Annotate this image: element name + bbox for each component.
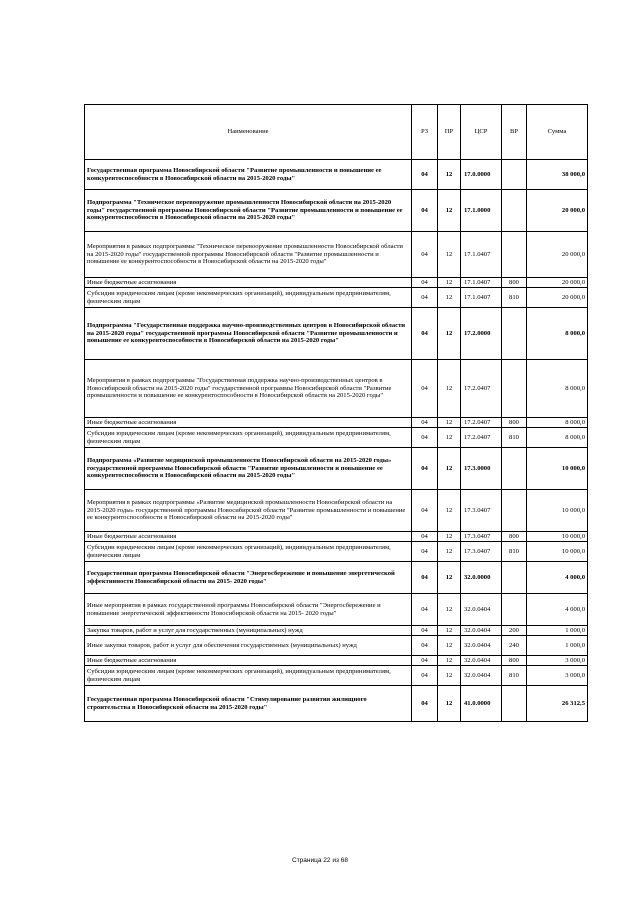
table-row [85, 308, 588, 360]
cell-csr: 17.1.0407 [461, 288, 502, 308]
table-row [85, 160, 588, 190]
cell-sum: 10 000,0 [527, 542, 588, 562]
table-row [85, 288, 588, 308]
budget-table [84, 104, 588, 722]
cell-sum: 8 000,0 [527, 428, 588, 448]
cell-vr [502, 562, 527, 594]
cell-rz: 04 [412, 190, 438, 232]
cell-rz: 04 [412, 232, 438, 278]
cell-pr: 12 [438, 636, 461, 656]
cell-csr: 17.3.0000 [461, 448, 502, 490]
cell-vr [502, 360, 527, 418]
cell-pr: 12 [438, 308, 461, 360]
cell-csr: 32.0.0404 [461, 666, 502, 686]
cell-name: Субсидии юридическим лицам (кроме некоммерческих организаций), индивидуальным предпринимателям, физическим лицам [85, 666, 412, 686]
cell-vr: 800 [502, 656, 527, 666]
cell-rz: 04 [412, 360, 438, 418]
cell-csr: 17.3.0407 [461, 542, 502, 562]
cell-vr [502, 160, 527, 190]
cell-vr [502, 490, 527, 532]
cell-name: Субсидии юридическим лицам (кроме некоммерческих организаций), индивидуальным предпринимателям, физическим лицам [85, 428, 412, 448]
cell-rz: 04 [412, 490, 438, 532]
cell-pr: 12 [438, 542, 461, 562]
cell-name: Подпрограмма "Техническое перевооружение промышленности Новосибирской области на 2015-2020 годы" государственной программы Новосибирской области "Развитие промышленности и повышение ее конкурентоспособности в Новосибирской области на 2015-2020 годы" [85, 190, 412, 232]
cell-rz: 04 [412, 656, 438, 666]
cell-vr [502, 594, 527, 626]
cell-vr [502, 686, 527, 722]
cell-pr: 12 [438, 418, 461, 428]
table-row [85, 636, 588, 656]
table-row [85, 428, 588, 448]
cell-name: Мероприятия в рамках подпрограммы "Техническое перевооружение промышленности Новосибирской области на 2015-2020 годы" государственной программы Новосибирской области "Развитие промышленности и повышение ее конкурентоспособности в Новосибирской области на 2015-2020 годы" [85, 232, 412, 278]
cell-sum: 8 000,0 [527, 360, 588, 418]
cell-name: Иные бюджетные ассигнования [85, 532, 412, 542]
table-row [85, 542, 588, 562]
cell-sum: 10 000,0 [527, 532, 588, 542]
table-row [85, 562, 588, 594]
cell-rz: 04 [412, 686, 438, 722]
cell-rz: 04 [412, 418, 438, 428]
cell-vr: 800 [502, 532, 527, 542]
table-row [85, 594, 588, 626]
table-row [85, 278, 588, 288]
cell-pr: 12 [438, 190, 461, 232]
cell-name: Мероприятия в рамках подпрограммы «Развитие медицинской промышленности Новосибирской области на 2015-2020 годы» государственной программы Новосибирской области "Развитие промышленности и повышение ее конкурентоспособности в Новосибирской области на 2015-2020 годы" [85, 490, 412, 532]
cell-name: Государственная программа Новосибирской области "Развитие промышленности и повышение ее конкурентоспособности в Новосибирской области на 2015-2020 годы" [85, 160, 412, 190]
cell-csr: 32.0.0404 [461, 656, 502, 666]
table-row [85, 686, 588, 722]
header-rz: РЗ [412, 105, 438, 160]
table-row [85, 656, 588, 666]
cell-csr: 17.2.0407 [461, 360, 502, 418]
cell-name: Мероприятия в рамках подпрограммы "Государственная поддержка научно-производственных центров в Новосибирской области на 2015-2020 годы" государственной программы Новосибирской области "Развитие промышленности и повышение ее конкурентоспособности в Новосибирской области на 2015-2020 годы" [85, 360, 412, 418]
cell-csr: 17.1.0407 [461, 232, 502, 278]
cell-pr: 12 [438, 532, 461, 542]
cell-sum: 10 000,0 [527, 448, 588, 490]
cell-sum: 38 000,0 [527, 160, 588, 190]
cell-pr: 12 [438, 686, 461, 722]
cell-rz: 04 [412, 636, 438, 656]
cell-pr: 12 [438, 490, 461, 532]
cell-vr: 800 [502, 278, 527, 288]
table-row [85, 418, 588, 428]
cell-vr: 810 [502, 288, 527, 308]
header-csr: ЦСР [461, 105, 502, 160]
cell-csr: 17.2.0407 [461, 418, 502, 428]
cell-rz: 04 [412, 626, 438, 636]
cell-name: Подпрограмма «Развитие медицинской промышленности Новосибирской области на 2015-2020 годы» государственной программы Новосибирской области "Развитие промышленности и повышение ее конкурентоспособности в Новосибирской области на 2015-2020 годы" [85, 448, 412, 490]
cell-name: Субсидии юридическим лицам (кроме некоммерческих организаций), индивидуальным предпринимателям, физическим лицам [85, 288, 412, 308]
cell-rz: 04 [412, 428, 438, 448]
cell-sum: 26 312,5 [527, 686, 588, 722]
cell-rz: 04 [412, 160, 438, 190]
table-row [85, 666, 588, 686]
cell-sum: 8 000,0 [527, 418, 588, 428]
cell-sum: 20 000,0 [527, 232, 588, 278]
cell-rz: 04 [412, 278, 438, 288]
cell-rz: 04 [412, 594, 438, 626]
cell-vr [502, 232, 527, 278]
cell-pr: 12 [438, 666, 461, 686]
cell-rz: 04 [412, 288, 438, 308]
cell-csr: 32.0.0404 [461, 594, 502, 626]
cell-sum: 1 000,0 [527, 636, 588, 656]
cell-vr [502, 190, 527, 232]
cell-sum: 10 000,0 [527, 490, 588, 532]
cell-vr: 810 [502, 542, 527, 562]
cell-pr: 12 [438, 278, 461, 288]
cell-vr: 200 [502, 626, 527, 636]
cell-name: Иные мероприятия в рамках государственной программы Новосибирской области "Энергосбережение и повышение энергетической эффективности Новосибирской области на 2015- 2020 годы" [85, 594, 412, 626]
table-row [85, 448, 588, 490]
cell-sum: 20 000,0 [527, 190, 588, 232]
cell-rz: 04 [412, 562, 438, 594]
cell-name: Иные бюджетные ассигнования [85, 278, 412, 288]
cell-vr: 800 [502, 418, 527, 428]
table-row [85, 532, 588, 542]
cell-sum: 3 000,0 [527, 666, 588, 686]
cell-csr: 41.0.0000 [461, 686, 502, 722]
cell-sum: 4 000,0 [527, 594, 588, 626]
cell-pr: 12 [438, 562, 461, 594]
table-row [85, 360, 588, 418]
cell-rz: 04 [412, 542, 438, 562]
cell-vr [502, 448, 527, 490]
cell-pr: 12 [438, 428, 461, 448]
table-header-row [85, 105, 588, 160]
cell-sum: 4 000,0 [527, 562, 588, 594]
cell-name: Иные бюджетные ассигнования [85, 418, 412, 428]
cell-csr: 17.3.0407 [461, 532, 502, 542]
cell-sum: 8 000,0 [527, 308, 588, 360]
cell-csr: 17.2.0407 [461, 428, 502, 448]
cell-vr: 810 [502, 428, 527, 448]
cell-name: Подпрограмма "Государственная поддержка научно-производственных центров в Новосибирской области на 2015-2020 годы" государственной программы Новосибирской области "Развитие промышленности и повышение ее конкурентоспособности в Новосибирской области на 2015-2020 годы" [85, 308, 412, 360]
cell-csr: 17.0.0000 [461, 160, 502, 190]
cell-pr: 12 [438, 360, 461, 418]
cell-sum: 3 000,0 [527, 656, 588, 666]
cell-name: Государственная программа Новосибирской области "Стимулирование развития жилищного строительства в Новосибирской области на 2015-2020 годы" [85, 686, 412, 722]
cell-rz: 04 [412, 532, 438, 542]
cell-pr: 12 [438, 288, 461, 308]
cell-name: Государственная программа Новосибирской области "Энергосбережение и повышение энергетической эффективности Новосибирской области на 2015- 2020 годы" [85, 562, 412, 594]
cell-vr [502, 308, 527, 360]
cell-sum: 1 000,0 [527, 626, 588, 636]
cell-pr: 12 [438, 656, 461, 666]
cell-csr: 32.0.0000 [461, 562, 502, 594]
cell-csr: 17.1.0407 [461, 278, 502, 288]
table-row [85, 626, 588, 636]
page-number: Страница 22 из 68 [292, 857, 348, 864]
cell-csr: 17.2.0000 [461, 308, 502, 360]
cell-name: Субсидии юридическим лицам (кроме некоммерческих организаций), индивидуальным предпринимателям, физическим лицам [85, 542, 412, 562]
cell-pr: 12 [438, 448, 461, 490]
table-row [85, 232, 588, 278]
table-row [85, 190, 588, 232]
header-vr: ВР [502, 105, 527, 160]
cell-name: Закупка товаров, работ и услуг для государственных (муниципальных) нужд [85, 626, 412, 636]
table-body [85, 160, 588, 722]
cell-vr: 240 [502, 636, 527, 656]
cell-pr: 12 [438, 626, 461, 636]
cell-name: Иные закупки товаров, работ и услуг для обеспечения государственных (муниципальных) нужд [85, 636, 412, 656]
cell-pr: 12 [438, 232, 461, 278]
cell-name: Иные бюджетные ассигнования [85, 656, 412, 666]
cell-csr: 32.0.0404 [461, 636, 502, 656]
cell-rz: 04 [412, 666, 438, 686]
header-name: Наименование [85, 105, 412, 160]
cell-csr: 17.1.0000 [461, 190, 502, 232]
table-row [85, 490, 588, 532]
header-sum: Сумма [527, 105, 588, 160]
cell-csr: 17.3.0407 [461, 490, 502, 532]
cell-vr: 810 [502, 666, 527, 686]
cell-pr: 12 [438, 594, 461, 626]
header-pr: ПР [438, 105, 461, 160]
cell-csr: 32.0.0404 [461, 626, 502, 636]
cell-sum: 20 000,0 [527, 288, 588, 308]
cell-pr: 12 [438, 160, 461, 190]
cell-sum: 20 000,0 [527, 278, 588, 288]
cell-rz: 04 [412, 308, 438, 360]
cell-rz: 04 [412, 448, 438, 490]
